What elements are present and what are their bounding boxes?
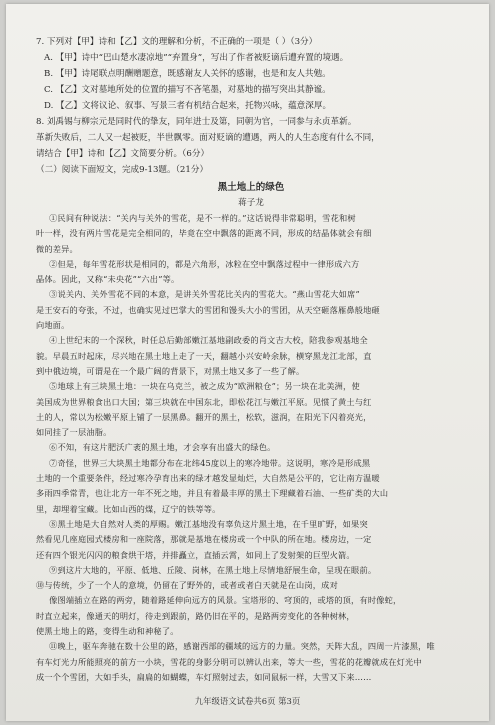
article-paragraph-8-line: 然看见几座庭园式楼房和一座院落，那就是基地在楼房或一个中队的所在地。楼房边，一定 xyxy=(36,534,372,545)
article-paragraph-7-line: 里，却埋着宝藏。比如山西的煤，辽宁的铁等等。 xyxy=(36,503,221,514)
article-paragraph-5-line: 美国成为世界粮食出口大国；第三块就在中国东北，即松花江与嫩江平原。见惯了黄土与红 xyxy=(36,396,372,407)
article-paragraph-9-line: ⑩与传统，少了一个人的意境，仍留在了野外的，或者或者白天就是在山岗，成对 xyxy=(36,580,338,591)
article-paragraph-8-line: ⑧黑土地是大自然对人类的厚赐。嫩江基地没有辜负这片黑土地，在千里旷野，如果突 xyxy=(49,518,368,529)
q7-option-a: A. 【甲】诗中“巴山楚水凄凉地”“弃置身”，写出了作者被贬谪后遭弃置的境遇。 xyxy=(44,53,349,63)
article-body xyxy=(36,211,466,685)
article-paragraph-11-line: ⑪晚上，驱车奔驰在数十公里的路，感谢西部的疆域的远方的力量。突然，天阵大乱，四周一片漆黑，唯 xyxy=(49,641,435,652)
article-paragraph-4-line: ④上世纪末的一个深秋，时任总后勤部嫩江基地副政委的肖文吉大校，陪我参观基地全 xyxy=(49,335,368,346)
article-paragraph-10-line: 使黑土地上的路，变得生动和神秘了。 xyxy=(36,626,179,637)
q7-stem: 7. 下列对【甲】诗和【乙】文的理解和分析，不正确的一项是（ ）（3分） xyxy=(36,37,318,47)
article-paragraph-7-line: 多雨四季常青，也让北方一年不死之地，并且有着最丰厚的黑土下理藏着石油、一些矿类的大山 xyxy=(36,488,389,499)
article-paragraph-8-line: 还有四个银光闪闪的粮食烘干塔，并排矗立，直插云霄，如同上了发射架的巨型火箭。 xyxy=(36,549,355,560)
article-paragraph-4-line: 貌。早晨五时起床，尽兴地在黑土地上走了一天，翻越小兴安岭余脉，横穿黑龙江北部，直 xyxy=(36,350,372,361)
article-paragraph-2-line: 晶体。因此，又称“未央花”“六出”等。 xyxy=(36,274,180,285)
page-content xyxy=(36,34,466,685)
article-paragraph-1-line: 叶一样，没有两片雪花是完全相同的，毕竟在空中飘落的距离不同，形成的结晶体就会有细 xyxy=(36,228,372,239)
article-paragraph-10-line: 像图端插立在路的两旁，随着路延伸向远方的风景。宝塔形的、穹顶的，或塔的顶，有时像蛇， xyxy=(49,595,402,606)
q8-line-2: 革新失败后，二人又一起被贬，半世飘零。面对贬谪的遭遇，两人的人生态度有什么不同， xyxy=(36,133,380,143)
q8-line-3: 请结合【甲】诗和【乙】文简要分析。（6分） xyxy=(36,149,210,159)
article-title: 黑土地上的绿色 xyxy=(217,182,285,193)
q8-line-1: 8. 刘禹锡与柳宗元是同时代的挚友，同年进士及第，同朝为官，一同参与永贞革新。 xyxy=(36,117,357,127)
reading-section-heading: （二）阅读下面短文，完成9-13题。（21分） xyxy=(36,165,209,175)
article-paragraph-10-line: 时直立起来，像通天的明灯，待走到跟前，路仍旧在平的，是路两旁变化的各种树林， xyxy=(36,610,355,621)
article-paragraph-5-line: 如同挂了一层油脂。 xyxy=(36,427,112,438)
article-paragraph-4-line: 到中俄边境，可谓是在一个最广阔的背景下，对黑土地又多了一些了解。 xyxy=(36,365,305,376)
exam-page xyxy=(6,4,489,721)
article-paragraph-3-line: 是王安石的夸张，不过，也确实见过巴掌大的雪团和馒头大小的雪团，从天空砸落雁鼻般地砸 xyxy=(36,304,380,315)
article-paragraph-7-line: 土地的一个重要条件，经过寒冷孕育出来的绿才越发显灿烂，大自然是公平的，它让南方温暖 xyxy=(36,473,380,484)
q7-option-c: C. 【乙】文对墓地所处的位置的描写不吝笔墨，对墓地的描写突出其静谧。 xyxy=(44,85,331,95)
q7-option-b: B. 【甲】诗尾联点明酬赠题意，既感谢友人关怀的感谢，也是和友人共勉。 xyxy=(44,69,331,79)
article-paragraph-3-line: 向地面。 xyxy=(36,320,70,331)
article-paragraph-1-line: ①民间有种说法：“关内与关外的雪花，是不一样的。”这话说得非常聪明，雪花和树 xyxy=(49,213,356,223)
article-paragraph-5-line: ⑤地球上有三块黑土地：一块在乌克兰，被之成为“欧洲粮仓”；另一块在北美洲，使 xyxy=(49,381,360,392)
article-paragraph-3-line: ③说关内、关外雪花不同的本意，是讲关外雪花比关内的雪花大。“燕山雪花大如席” xyxy=(49,289,360,300)
article-paragraph-2-line: ②但是，每年雪花形状是相同的，都是六角形，冰粒在空中飘落过程中一律形成六方 xyxy=(49,258,360,269)
article-paragraph-5-line: 土的人，常以为松嫩平原上铺了一层黑鼻。翻开的黑土，松软，滋润，在阳光下闪着亮光， xyxy=(36,411,372,422)
article-paragraph-11-line: 成一个个雪团，大如手头，扁扁的如蝴蝶，车灯照射过去，如同鼠标一样，大雪又下来…… xyxy=(36,671,372,682)
article-paragraph-9-line: ⑨到这片大地的，平原、低地、丘陵、岗林，在黑土地上尽情地舒展生命，呈现在眼前。 xyxy=(49,564,377,575)
article-paragraph-1-line: 微的差异。 xyxy=(36,243,78,254)
article-paragraph-6-line: ⑥不知，有这片肥沃广袤的黑土地，才会享有出盛大的绿色。 xyxy=(49,442,276,453)
article-paragraph-11-line: 有车灯光力所能照亮的前方一小块，雪花的身影分明可以辨认出来，等大一些，雪花的花瓣就成在灯光中 xyxy=(36,656,422,667)
article-author: 蒋子龙 xyxy=(238,198,264,208)
page-footer: 九年级语文试卷共6页 第3页 xyxy=(194,696,301,706)
article-paragraph-7-line: ⑦奇怪，世界三大块黑土地都分布在北纬45度以上的寒冷地带。这说明，寒冷是形成黑 xyxy=(49,457,371,468)
q7-option-d: D. 【乙】文将议论、叙事、写景三者有机结合起来，托物兴咏，蕴意深厚。 xyxy=(44,101,332,111)
